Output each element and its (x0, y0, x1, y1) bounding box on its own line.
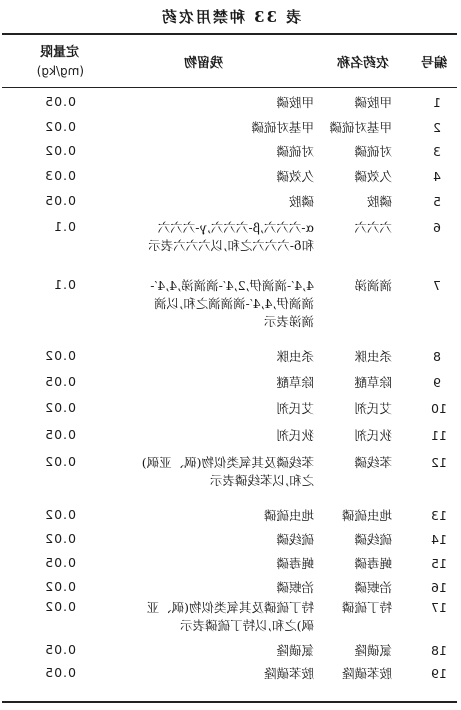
pesticide-name: 蝇毒磷 (354, 556, 392, 571)
pesticide-name: 艾氏剂 (354, 401, 392, 416)
table-title: 表 33 种禁用农药 (159, 8, 302, 26)
pesticide-name: 除草醚 (354, 375, 392, 390)
pesticide-name: 六六六 (354, 220, 392, 235)
quantitation-limit: 0.02 (44, 119, 76, 134)
residue-text: 之和,以苯线磷表示 (210, 473, 314, 488)
residue-text: 地虫硫磷 (263, 508, 314, 523)
residue-text: 对硫磷 (276, 144, 314, 159)
residue-text: 氯磺隆 (276, 643, 314, 658)
pesticide-name: 杀虫脒 (354, 349, 392, 364)
pesticide-name: 对硫磷 (354, 144, 392, 159)
row-number: 18 (431, 643, 447, 658)
pesticide-name: 久效磷 (354, 169, 392, 184)
header-name: 农药名称 (336, 56, 389, 71)
quantitation-limit: 0.05 (44, 555, 76, 570)
pesticide-name: 磷胺 (366, 194, 392, 209)
quantitation-limit: 0.02 (44, 579, 76, 594)
residue-text: 滴滴伊,4,4′-滴滴滴之和,以滴 (154, 296, 314, 311)
bottom-rule (2, 701, 457, 703)
residue-text: 杀虫脒 (276, 349, 314, 364)
quantitation-limit: 0.05 (44, 193, 76, 208)
residue-text: 久效磷 (276, 169, 314, 184)
residue-text: 狄氏剂 (276, 428, 314, 443)
residue-text: 特丁硫磷及其氧类似物(砜、亚 (146, 600, 314, 615)
pesticide-name: 滴滴涕 (354, 278, 392, 293)
residue-text: 治螟磷 (276, 580, 314, 595)
row-number: 4 (433, 169, 441, 184)
quantitation-limit: 0.05 (44, 665, 76, 680)
quantitation-limit: 0.02 (44, 348, 76, 363)
residue-text: 甲基对硫磷 (251, 120, 314, 135)
row-number: 19 (431, 666, 447, 681)
row-number: 5 (433, 194, 441, 209)
quantitation-limit: 0.05 (44, 94, 76, 109)
pesticide-name: 地虫硫磷 (341, 508, 392, 523)
residue-text: 除草醚 (276, 375, 314, 390)
quantitation-limit: 0.02 (44, 143, 76, 158)
row-number: 11 (431, 428, 447, 443)
quantitation-limit: 0.1 (53, 219, 76, 234)
residue-text: 艾氏剂 (276, 401, 314, 416)
row-number: 6 (433, 220, 441, 235)
quantitation-limit: 0.05 (44, 427, 76, 442)
row-number: 10 (431, 401, 447, 416)
row-number: 8 (433, 349, 441, 364)
pesticide-name: 特丁硫磷 (341, 600, 392, 615)
quantitation-limit: 0.03 (44, 168, 76, 183)
row-number: 12 (431, 455, 447, 470)
pesticide-name: 甲基对硫磷 (329, 120, 392, 135)
quantitation-limit: 0.02 (44, 400, 76, 415)
top-rule (2, 33, 457, 35)
row-number: 16 (431, 580, 447, 595)
residue-text: 蝇毒磷 (276, 556, 314, 571)
header-limit-unit: (mg/kg) (36, 64, 84, 78)
row-number: 14 (431, 532, 447, 547)
row-number: 3 (433, 144, 441, 159)
residue-text: 砜)之和,以特丁硫磷表示 (180, 618, 314, 633)
pesticide-name: 胺苯磺隆 (341, 666, 392, 681)
residue-text: 滴涕表示 (263, 314, 314, 329)
row-number: 7 (433, 278, 441, 293)
pesticide-name: 甲胺磷 (354, 95, 392, 110)
row-number: 2 (433, 120, 441, 135)
row-number: 17 (431, 600, 447, 615)
residue-text: 磷胺 (288, 194, 314, 209)
residue-text: 和δ-六六六之和,以六六六表示 (148, 238, 314, 253)
header-limit: 定量限 (39, 45, 79, 60)
quantitation-limit: 0.02 (44, 454, 76, 469)
pesticide-name: 氯磺隆 (354, 643, 392, 658)
header-no: 编号 (420, 56, 447, 71)
residue-text: 甲胺磷 (276, 95, 314, 110)
row-number: 1 (433, 95, 441, 110)
row-number: 9 (433, 375, 441, 390)
residue-text: 苯线磷及其氧类似物(砜、亚砜) (141, 455, 314, 470)
row-number: 13 (431, 508, 447, 523)
quantitation-limit: 0.02 (44, 599, 76, 614)
residue-text: 4,4′-滴滴伊,2,4′-滴滴涕,4,4′- (150, 278, 314, 293)
residue-text: 硫线磷 (276, 532, 314, 547)
header-rule (2, 87, 457, 88)
quantitation-limit: 0.05 (44, 374, 76, 389)
row-number: 15 (431, 556, 447, 571)
residue-text: 胺苯磺隆 (263, 666, 314, 681)
pesticide-name: 治螟磷 (354, 580, 392, 595)
quantitation-limit: 0.02 (44, 531, 76, 546)
quantitation-limit: 0.05 (44, 642, 76, 657)
quantitation-limit: 0.1 (53, 277, 76, 292)
quantitation-limit: 0.02 (44, 507, 76, 522)
pesticide-name: 硫线磷 (354, 532, 392, 547)
pesticide-name: 苯线磷 (354, 455, 392, 470)
residue-text: α-六六六,β-六六六,γ-六六六 (157, 220, 314, 235)
header-residue: 残留物 (183, 56, 223, 71)
pesticide-name: 狄氏剂 (354, 428, 392, 443)
